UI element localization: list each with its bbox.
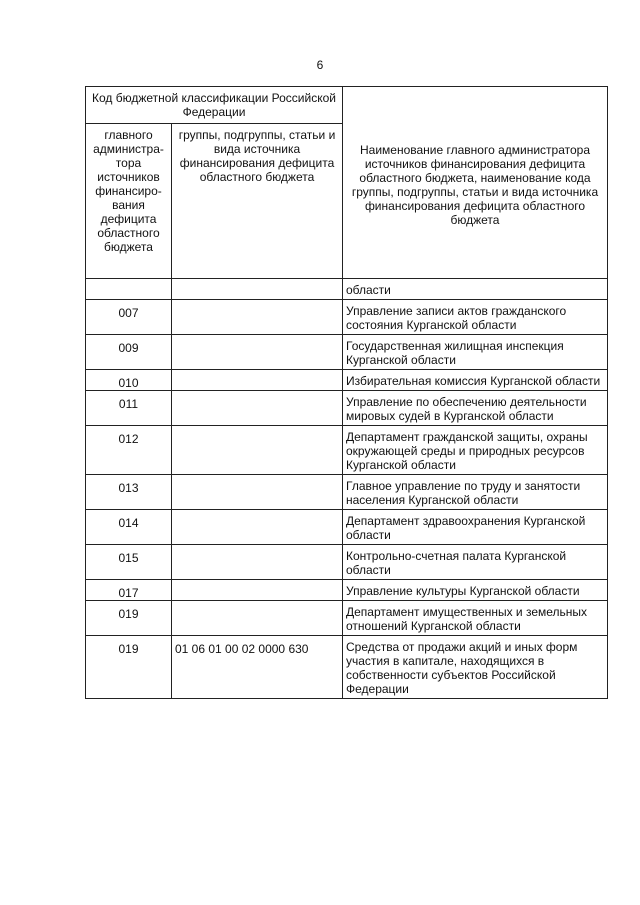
administrator-name-cell: Управление культуры Курганской области <box>343 580 608 601</box>
administrator-name-cell: Государственная жилищная инспекция Курганской области <box>343 335 608 370</box>
administrator-code-cell <box>86 279 172 300</box>
administrator-code-cell: 007 <box>86 300 172 335</box>
table-row <box>86 545 608 580</box>
table-header-row <box>86 87 608 124</box>
budget-classification-table <box>85 86 608 699</box>
table-row <box>86 636 608 699</box>
administrator-code-cell: 015 <box>86 545 172 580</box>
source-code-cell <box>172 300 343 335</box>
table-row <box>86 391 608 426</box>
administrator-name-cell: Управление записи актов гражданского состояния Курганской области <box>343 300 608 335</box>
administrator-code-cell: 009 <box>86 335 172 370</box>
source-code-cell: 01 06 01 00 02 0000 630 <box>172 636 343 699</box>
administrator-code-cell: 014 <box>86 510 172 545</box>
administrator-code-cell: 017 <box>86 580 172 601</box>
table-row <box>86 300 608 335</box>
source-code-cell <box>172 601 343 636</box>
header-source-group: группы, подгруппы, статьи и вида источника финансирования дефицита областного бюджета <box>172 124 343 279</box>
table-row <box>86 279 608 300</box>
table-row <box>86 426 608 475</box>
source-code-cell <box>172 475 343 510</box>
page-number: 6 <box>316 58 324 72</box>
administrator-name-cell: Избирательная комиссия Курганской области <box>343 370 608 391</box>
source-code-cell <box>172 391 343 426</box>
administrator-name-cell: Управление по обеспечению деятельности мировых судей в Курганской области <box>343 391 608 426</box>
source-code-cell <box>172 370 343 391</box>
header-administrator-name: Наименование главного администратора источников финансирования дефицита областного бюджета, наименование кода группы, подгруппы, статьи и вида источника финансирования дефицита областного бюджета <box>343 87 608 279</box>
administrator-name-cell: Департамент здравоохранения Курганской области <box>343 510 608 545</box>
source-code-cell <box>172 510 343 545</box>
administrator-name-cell: Департамент гражданской защиты, охраны окружающей среды и природных ресурсов Курганской области <box>343 426 608 475</box>
administrator-code-cell: 010 <box>86 370 172 391</box>
administrator-name-cell: Средства от продажи акций и иных форм участия в капитале, находящихся в собственности субъектов Российской Федерации <box>343 636 608 699</box>
administrator-code-cell: 019 <box>86 636 172 699</box>
table-row <box>86 510 608 545</box>
administrator-code-cell: 011 <box>86 391 172 426</box>
source-code-cell <box>172 580 343 601</box>
table-row <box>86 370 608 391</box>
administrator-code-cell: 019 <box>86 601 172 636</box>
administrator-name-cell: Департамент имущественных и земельных отношений Курганской области <box>343 601 608 636</box>
administrator-code-cell: 012 <box>86 426 172 475</box>
source-code-cell <box>172 545 343 580</box>
administrator-code-cell: 013 <box>86 475 172 510</box>
administrator-name-cell: области <box>343 279 608 300</box>
table-row <box>86 335 608 370</box>
source-code-cell <box>172 279 343 300</box>
administrator-name-cell: Главное управление по труду и занятости населения Курганской области <box>343 475 608 510</box>
header-budget-classification-code: Код бюджетной классификации Российской Федерации <box>86 87 343 124</box>
administrator-name-cell: Контрольно-счетная палата Курганской области <box>343 545 608 580</box>
table-row <box>86 580 608 601</box>
header-main-administrator: главного администра-тора источников финансиро-вания дефицита областного бюджета <box>86 124 172 279</box>
source-code-cell <box>172 426 343 475</box>
table-body <box>86 279 608 699</box>
table-row <box>86 475 608 510</box>
source-code-cell <box>172 335 343 370</box>
table-row <box>86 601 608 636</box>
